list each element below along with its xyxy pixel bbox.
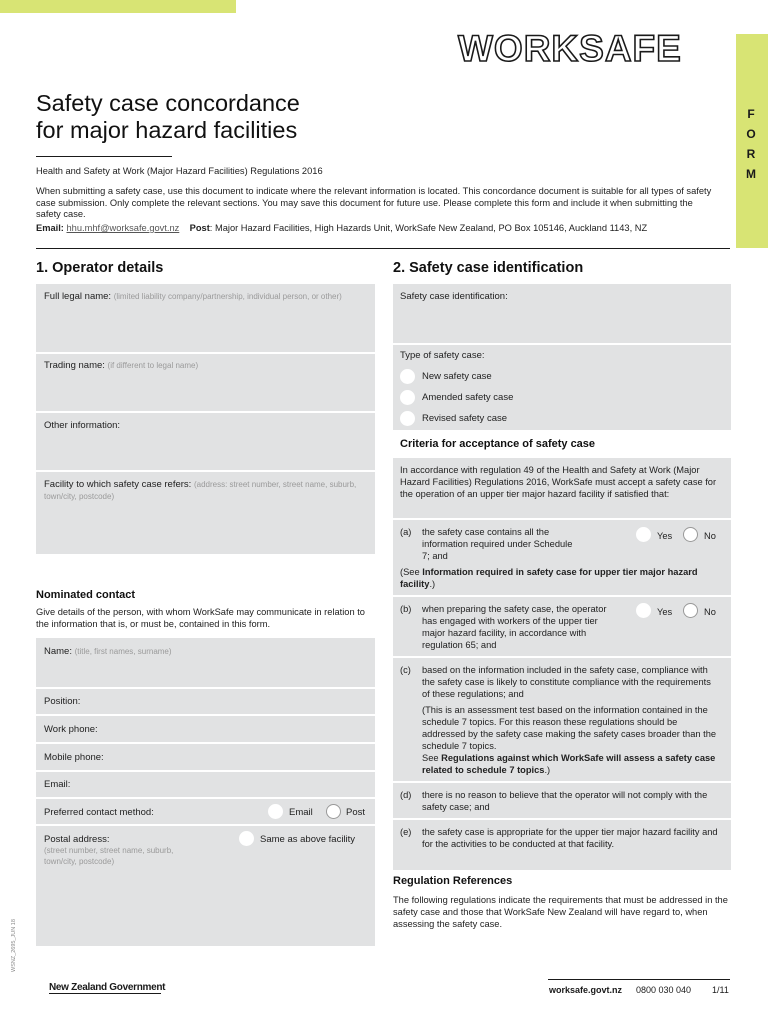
pref-email-label: Email — [289, 807, 313, 818]
criterion-e-letter: (e) — [400, 827, 412, 837]
regulations-link[interactable]: Regulations against which WorkSafe will assess a safety case related to schedule 7 topics — [422, 753, 716, 775]
type-amended-label: Amended safety case — [422, 392, 514, 403]
facility-field[interactable]: Facility to which safety case refers: (address: street number, street name, suburb, town/city, postcode) — [44, 479, 357, 501]
form-code: WSNZ_2695_JUN 18 — [11, 919, 17, 972]
footer-phone: 0800 030 040 — [636, 985, 692, 995]
divider — [36, 770, 375, 772]
criterion-a-yes-radio[interactable] — [636, 527, 651, 542]
divider — [393, 595, 731, 597]
legal-name-field[interactable]: Full legal name: (limited liability company/partnership, individual person, or other) — [44, 291, 342, 302]
no-label: No — [704, 531, 716, 541]
form-tab-label: F O R M — [746, 107, 758, 181]
email-link[interactable]: hhu.mhf@worksafe.govt.nz — [66, 223, 180, 233]
contact-box — [36, 638, 375, 946]
position-field[interactable]: Position: — [44, 696, 81, 707]
type-new-label: New safety case — [422, 371, 492, 382]
regulations-subtitle: Health and Safety at Work (Major Hazard Facilities) Regulations 2016 — [36, 166, 323, 176]
page-number: 1/11 — [712, 985, 729, 995]
divider — [393, 781, 731, 783]
divider — [36, 714, 375, 716]
type-amended-radio[interactable] — [400, 390, 415, 405]
type-label: Type of safety case: — [400, 350, 485, 361]
criterion-b-letter: (b) — [400, 604, 412, 614]
other-info-field[interactable]: Other information: — [44, 420, 121, 431]
criterion-b-yes-radio[interactable] — [636, 603, 651, 618]
identification-heading: 2. Safety case identification — [393, 260, 584, 276]
nominated-contact-desc: Give details of the person, with whom WorkSafe may communicate in relation to the information that is, or must be, contained in this form. — [36, 607, 365, 629]
criterion-a-text: the safety case contains all the information required under Schedule 7; and — [422, 527, 573, 561]
header-divider — [36, 248, 730, 249]
footer-divider — [548, 979, 730, 980]
yes-label: Yes — [657, 531, 673, 541]
type-revised-radio[interactable] — [400, 411, 415, 426]
criterion-e-text: the safety case is appropriate for the upper tier major hazard facility and for the activities to be conducted at that facility. — [422, 827, 718, 849]
worksafe-logo: WORKSAFE — [458, 28, 682, 69]
criterion-b-no-radio[interactable] — [683, 603, 698, 618]
divider — [393, 343, 731, 345]
criterion-d-text: there is no reason to believe that the operator will not comply with the safety case; and — [422, 790, 708, 812]
criterion-c-note: (This is an assessment test based on the information contained in the schedule 7 topics. For this reason these regulations should be addressed by the safety case making the safety cases broader than the schedule 7 topics. See Regulations against which WorkSafe will assess a safety case related to schedule 7 topics.) — [422, 705, 717, 775]
criterion-a-letter: (a) — [400, 527, 412, 537]
criterion-a-no-radio[interactable] — [683, 527, 698, 542]
schedule7-link[interactable]: Information required in safety case for upper tier major hazard facility — [400, 567, 698, 589]
submission-contact: Email: hhu.mhf@worksafe.govt.nz Post: Major Hazard Facilities, High Hazards Unit, WorkSafe New Zealand, PO Box 105146, Auckland 1143, NZ — [36, 223, 648, 233]
contact-name-field[interactable]: Name: (title, first names, surname) — [44, 646, 172, 657]
divider — [393, 518, 731, 520]
mobile-phone-field[interactable]: Mobile phone: — [44, 752, 104, 763]
divider — [36, 687, 375, 689]
pref-email-radio[interactable] — [268, 804, 283, 819]
divider — [393, 818, 731, 820]
nominated-contact-heading: Nominated contact — [36, 589, 136, 601]
divider — [393, 656, 731, 658]
intro-text: When submitting a safety case, use this document to indicate where the relevant information is located. This concordance document is suitable for all types of safety case submission. Only complete the relevant sections. You may save this document for future use. Please complete this form and include it when submitting the safety case. — [36, 186, 712, 219]
divider — [36, 470, 375, 472]
same-as-above-label: Same as above facility — [260, 834, 356, 845]
criteria-intro: In accordance with regulation 49 of the Health and Safety at Work (Major Hazard Facilities) Regulations 2016, WorkSafe must accept a safety case for the operation of an upper tier major hazard facility if satisfied that: — [400, 465, 717, 499]
nz-government-underline — [49, 993, 161, 994]
divider — [36, 352, 375, 354]
work-phone-field[interactable]: Work phone: — [44, 724, 98, 735]
regulation-references-heading: Regulation References — [393, 875, 513, 887]
criterion-c-text: based on the information included in the safety case, compliance with the safety case is likely to constitute compliance with the requirements of these regulations; and — [422, 665, 711, 699]
pref-post-radio[interactable] — [326, 804, 341, 819]
divider — [36, 411, 375, 413]
title-divider — [36, 156, 172, 157]
same-as-above-radio[interactable] — [239, 831, 254, 846]
type-new-radio[interactable] — [400, 369, 415, 384]
operator-box — [36, 284, 375, 554]
form-tab — [736, 34, 768, 248]
divider — [36, 742, 375, 744]
criterion-d-letter: (d) — [400, 790, 412, 800]
trading-name-field[interactable]: Trading name: (if different to legal name) — [44, 360, 199, 371]
divider — [36, 824, 375, 826]
no-label: No — [704, 607, 716, 617]
operator-details-heading: 1. Operator details — [36, 260, 164, 276]
criterion-c-letter: (c) — [400, 665, 411, 675]
accent-bar — [0, 0, 236, 13]
criteria-heading: Criteria for acceptance of safety case — [400, 438, 596, 450]
pref-post-label: Post — [346, 807, 366, 818]
page-title: Safety case concordance for major hazard facilities — [36, 90, 300, 143]
preferred-method-label: Preferred contact method: — [44, 807, 154, 818]
nz-government-logo: New Zealand Government — [49, 982, 166, 993]
yes-label: Yes — [657, 607, 673, 617]
type-revised-label: Revised safety case — [422, 413, 508, 424]
safety-case-id-field[interactable]: Safety case identification: — [400, 291, 508, 302]
divider — [36, 797, 375, 799]
regulation-references-text: The following regulations indicate the requirements that must be addressed in the safety case and those that WorkSafe New Zealand will have regard to, when assessing the safety case. — [393, 895, 728, 929]
criterion-a-see: (See Information required in safety case for upper tier major hazard facility.) — [400, 567, 698, 589]
footer-website[interactable]: worksafe.govt.nz — [549, 985, 623, 995]
contact-email-field[interactable]: Email: — [44, 779, 71, 790]
criterion-b-text: when preparing the safety case, the operator has engaged with workers of the upper tier major hazard facility, in accordance with regulation 65; and — [422, 604, 607, 650]
postal-address-field[interactable]: Postal address: (street number, street name, suburb, town/city, postcode) — [44, 834, 174, 866]
